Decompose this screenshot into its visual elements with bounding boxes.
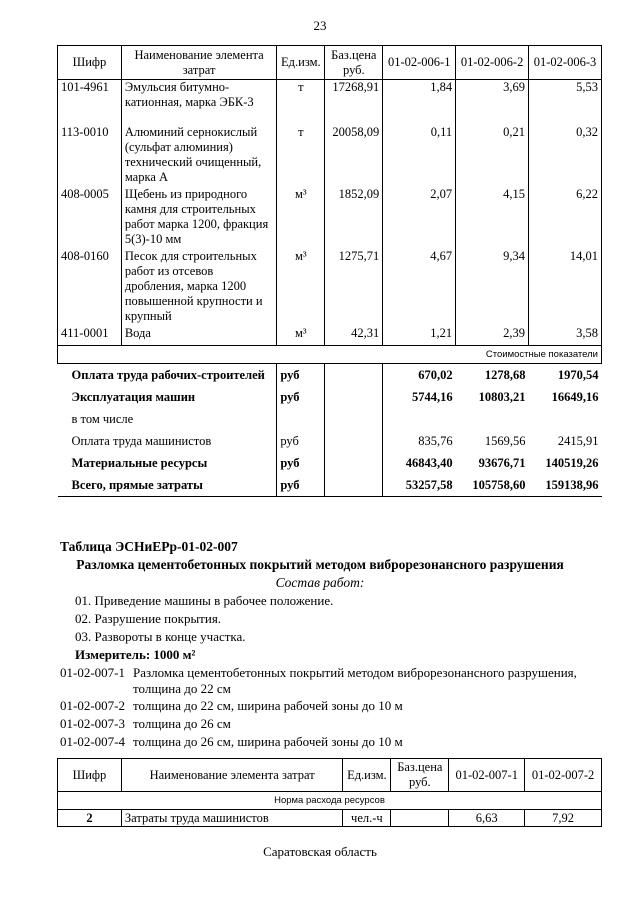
cell-value: 4,67: [383, 249, 456, 326]
summary-value: 105758,60: [456, 474, 529, 497]
summary-value: [456, 408, 529, 430]
cell-code: 408-0160: [58, 249, 122, 326]
summary-row: [58, 408, 602, 430]
summary-unit: руб: [277, 430, 325, 452]
cell-value: 0,21: [456, 125, 529, 187]
resources-table-006: [57, 45, 602, 497]
cell-name: Алюминий сернокислый (сульфат алюминия) технический очищенный, марка А: [121, 125, 277, 187]
summary-label: Эксплуатация машин: [58, 386, 277, 408]
page-footer: Саратовская область: [263, 844, 377, 859]
summary-value: 16649,16: [551, 389, 599, 404]
cell-value: 14,01: [529, 249, 602, 326]
cell-value: 2,07: [383, 187, 456, 249]
summary-row: [58, 430, 602, 452]
cell-price: 17268,91: [325, 80, 383, 125]
header-cell: 01-02-006-1: [383, 46, 456, 80]
cell-unit: чел.-ч: [343, 810, 391, 827]
cell-value: 3,58: [529, 326, 602, 346]
cell-value: 0,32: [529, 125, 602, 187]
summary-unit: руб: [277, 364, 325, 387]
summary-price: [325, 364, 383, 387]
summary-price: [325, 474, 383, 497]
cell-value: 6,22: [529, 187, 602, 249]
cell-unit: м³: [277, 187, 325, 249]
summary-row: [58, 452, 602, 474]
summary-value: 1970,54: [557, 367, 599, 382]
cell-value: 1,84: [383, 80, 456, 125]
table-row: [58, 80, 602, 125]
cell-name: Эмульсия битумно-катионная, марка ЭБК-3: [121, 80, 277, 125]
table-row: [58, 249, 602, 326]
cell-code: 101-4961: [58, 80, 122, 125]
summary-label: Материальные ресурсы: [58, 452, 277, 474]
cell-value: 4,15: [456, 187, 529, 249]
table-row: [58, 326, 602, 346]
summary-row: [58, 474, 602, 497]
summary-value: 159138,96: [529, 474, 602, 497]
header-cell: 01-02-007-2: [525, 759, 602, 792]
summary-price: [325, 452, 383, 474]
summary-row: [58, 386, 602, 408]
cell-unit: т: [277, 80, 325, 125]
work-item: 03. Развороты в конце участка.: [75, 629, 246, 644]
summary-label: Всего, прямые затраты: [58, 474, 277, 497]
variant-text: толщина до 26 см: [133, 716, 231, 731]
header-cell: Баз.цена руб.: [391, 759, 449, 792]
header-cell: Наименование элемента затрат: [121, 759, 342, 792]
cell-value: 9,34: [456, 249, 529, 326]
cell-name: Щебень из природного камня для строительных работ марка 1200, фракция 5(3)-10 мм: [121, 187, 277, 249]
variant-text: толщина до 22 см, ширина рабочей зоны до 10 м: [133, 698, 403, 713]
variant-code: 01-02-007-1: [60, 665, 125, 680]
table-row: [58, 125, 602, 187]
summary-price: [325, 430, 383, 452]
page-number: 23: [313, 18, 327, 33]
header-cell: Ед.изм.: [343, 759, 391, 792]
cell-code: 113-0010: [58, 125, 122, 187]
cell-code: 2: [58, 810, 122, 827]
variant-item: [60, 734, 403, 750]
summary-value: 10803,21: [478, 389, 526, 404]
cell-name: Затраты труда машинистов: [121, 810, 342, 827]
summary-label: Оплата труда машинистов: [58, 430, 277, 452]
summary-unit: [277, 408, 325, 430]
cell-value: 6,63: [449, 810, 525, 827]
section-label: Норма расхода ресурсов: [58, 792, 602, 810]
table-row: [58, 187, 602, 249]
header-cell: Ед.изм.: [277, 46, 325, 80]
variant-code: 01-02-007-2: [60, 698, 125, 713]
summary-value: 1278,68: [484, 367, 526, 382]
header-cell: 01-02-006-2: [456, 46, 529, 80]
table-title: Таблица ЭСНиЕРр-01-02-007: [60, 539, 238, 554]
header-cell: Наименование элемента затрат: [121, 46, 277, 80]
summary-unit: руб: [277, 452, 325, 474]
work-item: 02. Разрушение покрытия.: [75, 611, 222, 626]
summary-unit: руб: [277, 474, 325, 497]
variant-item: [60, 716, 231, 732]
summary-value: 2415,91: [557, 433, 599, 448]
cell-price: 1852,09: [325, 187, 383, 249]
cell-unit: т: [277, 125, 325, 187]
cell-value: 5,53: [529, 80, 602, 125]
cell-value: 0,11: [383, 125, 456, 187]
section-label-row: [58, 346, 602, 364]
section-heading: Разломка цементобетонных покрытий методом виброрезонансного разрушения: [76, 557, 564, 572]
summary-value: [383, 408, 456, 430]
section-label-row: [58, 792, 602, 810]
summary-value: 670,02: [418, 367, 453, 382]
cell-value: 3,69: [456, 80, 529, 125]
header-cell: 01-02-007-1: [449, 759, 525, 792]
variant-text: Разломка цементобетонных покрытий методом виброрезонансного разрушения,: [133, 665, 577, 680]
header-cell: Баз.цена руб.: [325, 46, 383, 80]
cell-price: [391, 810, 449, 827]
summary-value: 5744,16: [412, 389, 453, 404]
cell-value: 7,92: [525, 810, 602, 827]
work-item: 01. Приведение машины в рабочее положение.: [75, 593, 334, 608]
cell-price: 42,31: [325, 326, 383, 346]
variant-item: [60, 665, 577, 681]
summary-value: 835,76: [418, 433, 453, 448]
resources-table-007: [57, 758, 602, 827]
variant-text: толщина до 26 см, ширина рабочей зоны до 10 м: [133, 734, 403, 749]
variant-code: 01-02-007-3: [60, 716, 125, 731]
cell-price: 1275,71: [325, 249, 383, 326]
header-cell: Шифр: [58, 759, 122, 792]
cell-name: Вода: [121, 326, 277, 346]
cell-code: 408-0005: [58, 187, 122, 249]
summary-row: [58, 364, 602, 387]
table-header-row: [58, 759, 602, 792]
variant-code: 01-02-007-4: [60, 734, 125, 749]
summary-price: [325, 408, 383, 430]
cell-value: 1,21: [383, 326, 456, 346]
cell-unit: м³: [277, 249, 325, 326]
cell-price: 20058,09: [325, 125, 383, 187]
variant-item-continuation: толщина до 22 см: [133, 681, 231, 696]
summary-value: 53257,58: [383, 474, 456, 497]
summary-price: [325, 386, 383, 408]
cell-value: 2,39: [456, 326, 529, 346]
summary-value: 46843,40: [405, 455, 453, 470]
cell-name: Песок для строительных работ из отсевов дробления, марка 1200 повышенной крупности и крупный: [121, 249, 277, 326]
header-cell: 01-02-006-3: [529, 46, 602, 80]
variant-item: [60, 698, 403, 714]
table-row: [58, 810, 602, 827]
summary-value: 1569,56: [484, 433, 526, 448]
summary-value: 93676,71: [478, 455, 526, 470]
cell-code: 411-0001: [58, 326, 122, 346]
measure-unit: Измеритель: 1000 м²: [75, 647, 196, 662]
work-composition-title: Состав работ:: [275, 575, 365, 590]
summary-value: 140519,26: [545, 455, 599, 470]
summary-unit: руб: [277, 386, 325, 408]
summary-label: в том числе: [58, 408, 277, 430]
section-label: Стоимостные показатели: [58, 346, 602, 364]
summary-value: [529, 408, 602, 430]
header-cell: Шифр: [58, 46, 122, 80]
cell-unit: м³: [277, 326, 325, 346]
table-header-row: [58, 46, 602, 80]
summary-label: Оплата труда рабочих-строителей: [58, 364, 277, 387]
